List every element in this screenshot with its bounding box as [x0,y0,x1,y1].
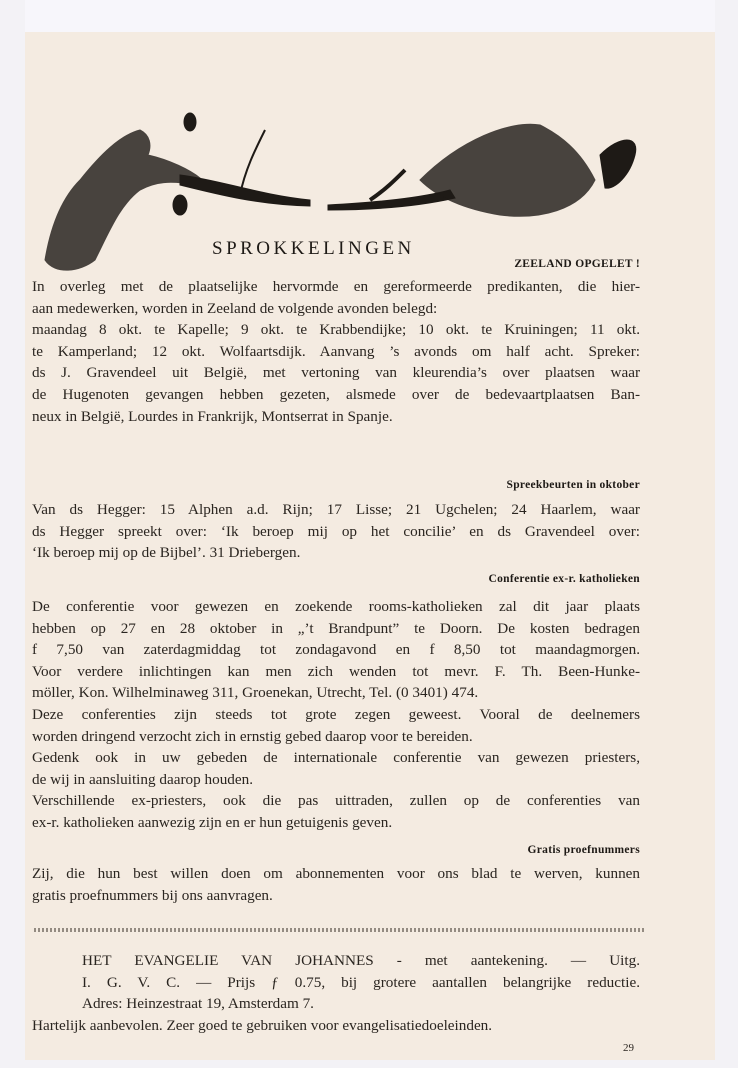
section-body-conferentie [32,596,640,834]
text-line: f 7,50 van zaterdagmiddag tot zondagavond en f 8,50 tot maandagmorgen. [32,641,640,659]
text-line: Adres: Heinzestraat 19, Amsterdam 7. [82,995,314,1013]
wavy-divider [34,928,646,932]
text-line: Hartelijk aanbevolen. Zeer goed te gebruiken voor evangelisatiedoeleinden. [32,1017,493,1034]
text-line: ds Hegger spreekt over: ‘Ik beroep mij op het concilie’ en ds Gravendeel over: [32,522,640,540]
text-line: gratis proefnummers bij ons aanvragen. [32,886,273,904]
text-line: Deze conferenties zijn steeds tot grote zegen geweest. Vooral de deelnemers [32,705,640,723]
text-line: Gedenk ook in uw gebeden de internationale conferentie van gewezen priesters, [32,749,640,767]
text-line: möller, Kon. Wilhelminaweg 311, Groenekan, Utrecht, Tel. (0 3401) 474. [32,684,479,702]
text-line: maandag 8 okt. te Kapelle; 9 okt. te Krabbendijke; 10 okt. te Kruiningen; 11 okt. [32,321,640,339]
recommendation [32,1015,640,1037]
section-body-gratis [32,863,640,906]
text-line: te Kamperland; 12 okt. Wolfaartsdijk. Aanvang ’s avonds om half acht. Spreker: [32,342,640,360]
section-body-zeeland [32,276,640,427]
text-line: ‘Ik beroep mij op de Bijbel’. 31 Driebergen. [32,544,301,562]
text-line: I. G. V. C. — Prijs ƒ 0.75, bij grotere aantallen belangrijke reductie. [82,973,640,991]
text-line: aan medewerken, worden in Zeeland de volgende avonden belegd: [32,299,438,317]
section-heading-conferentie: Conferentie ex-r. katholieken [488,573,640,585]
top-margin [25,0,715,32]
page-number: 29 [623,1042,634,1054]
text-line: HET EVANGELIE VAN JOHANNES - met aantekening. — Uitg. [82,952,640,969]
text-line: ex-r. katholieken aanwezig zijn en er hun getuigenis geven. [32,813,393,831]
text-line: Van ds Hegger: 15 Alphen a.d. Rijn; 17 Lisse; 21 Ugchelen; 24 Haarlem, waar [32,501,640,518]
text-line: de Hugenoten gevangen hebben gezeten, alsmede over de bedevaartplaatsen Ban- [32,385,640,403]
text-line: ds J. Gravendeel uit België, met vertoning van kleurendia’s over plaatsen waar [32,364,640,382]
section-heading-gratis: Gratis proefnummers [527,844,640,856]
section-heading-zeeland: ZEELAND OPGELET ! [514,258,640,270]
section-body-spreekbeurten [32,499,640,564]
text-line: worden dringend verzocht zich in ernstig gebed daarop voor te bereiden. [32,727,473,745]
text-line: In overleg met de plaatselijke hervormde en gereformeerde predikanten, die hier- [32,278,640,295]
text-line: Zij, die hun best willen doen om abonnementen voor ons blad te werven, kunnen [32,865,640,882]
text-line: neux in België, Lourdes in Frankrijk, Montserrat in Spanje. [32,407,393,425]
text-line: Verschillende ex-priesters, ook die pas uittraden, zullen op de conferenties van [32,792,640,810]
section-heading-spreekbeurten: Spreekbeurten in oktober [506,479,640,491]
text-line: de wij in aansluiting daarop houden. [32,770,254,788]
text-line: hebben op 27 en 28 oktober in „’t Brandpunt” te Doorn. De kosten bedragen [32,619,640,637]
book-notice [82,950,640,1015]
text-line: De conferentie voor gewezen en zoekende rooms-katholieken zal dit jaar plaats [32,598,640,615]
page-title: SPROKKELINGEN [212,238,415,259]
text-line: Voor verdere inlichtingen kan men zich wenden tot mevr. F. Th. Been-Hunke- [32,662,640,680]
